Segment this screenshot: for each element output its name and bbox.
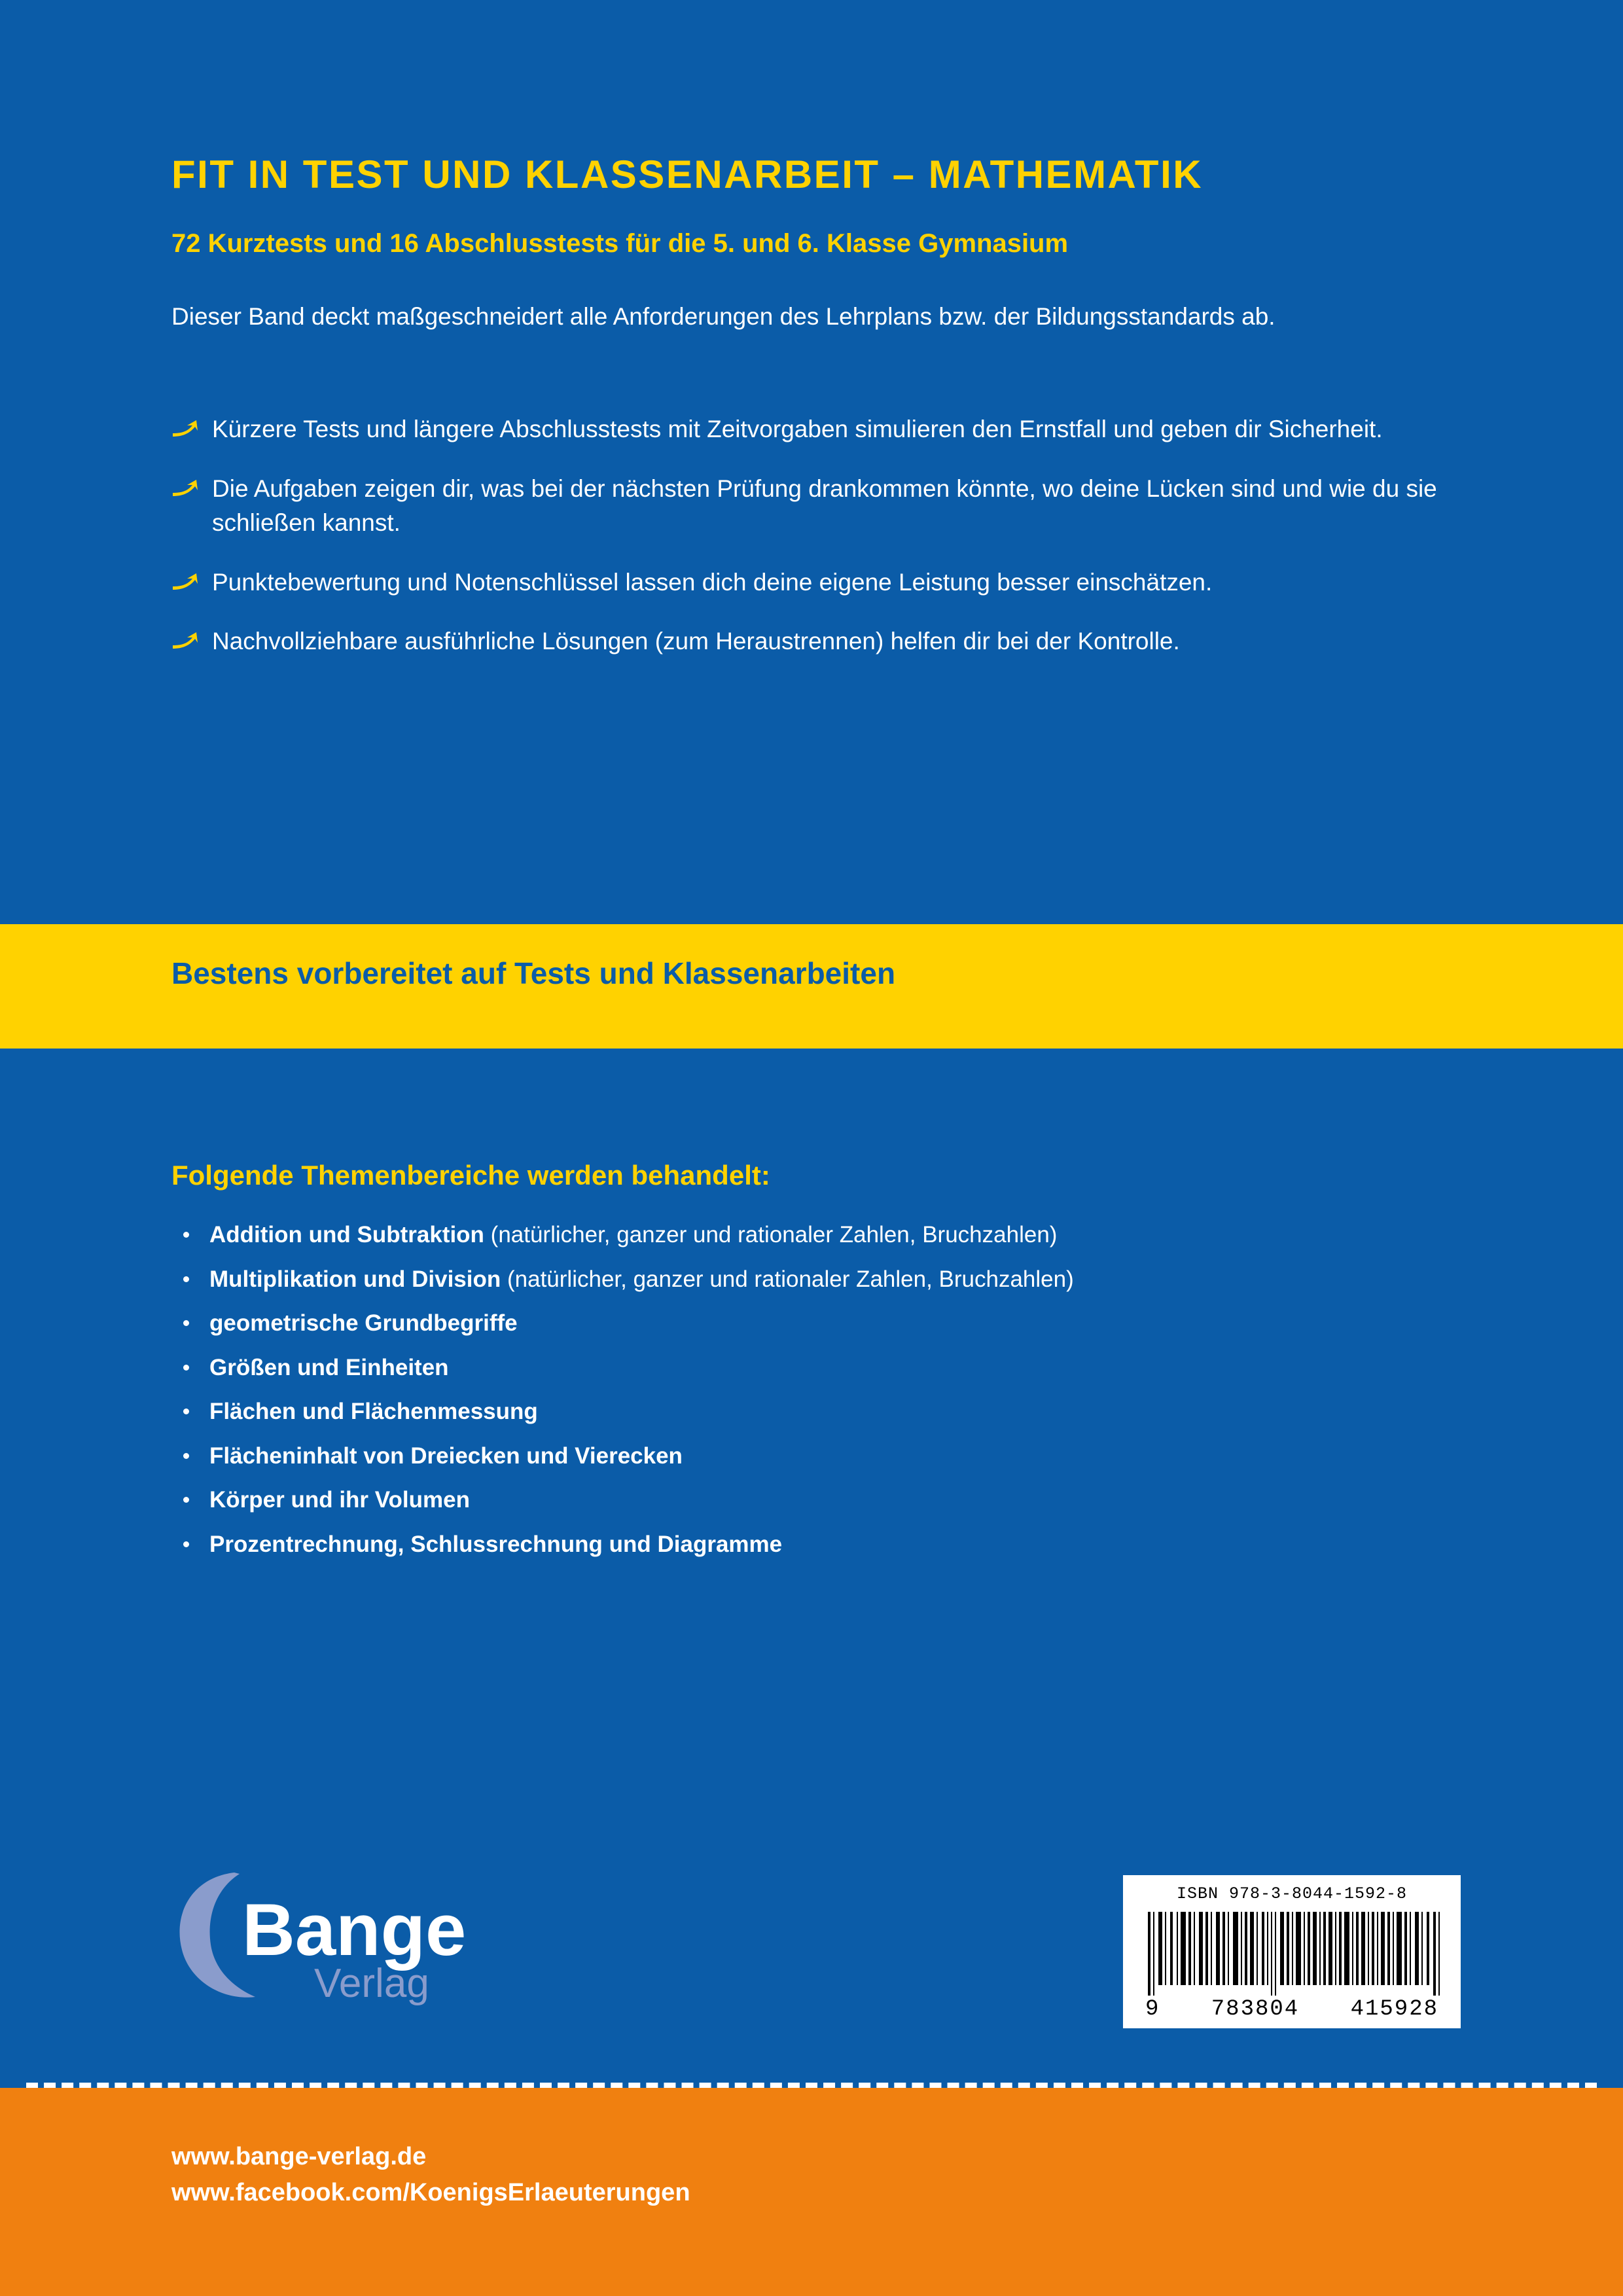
footer-links [171,2139,690,2211]
list-item [171,412,1505,447]
topic-label: Flächen und Flächenmessung [209,1399,538,1424]
barcode-digit-mid: 783804 [1211,1997,1300,2022]
lead-paragraph: Dieser Band deckt maßgeschneidert alle Anforderungen des Lehrplans bzw. der Bildungsstandards ab. [171,303,1275,330]
arrow-right-icon [171,416,200,442]
topic-detail: (natürlicher, ganzer und rationaler Zahlen, Bruchzahlen) [501,1266,1074,1292]
topic-label: geometrische Grundbegriffe [209,1310,518,1336]
list-item [171,565,1505,600]
footer-band [0,2088,1623,2296]
topic-detail: (natürlicher, ganzer und rationaler Zahlen, Bruchzahlen) [484,1222,1058,1247]
bullet-dot-icon [183,1276,189,1282]
isbn-barcode [1121,1873,1463,2030]
list-item-label: Punktebewertung und Notenschlüssel lassen dich deine eigene Leistung besser einschätzen. [212,568,1213,596]
bullet-dot-icon [183,1365,189,1371]
page-subtitle: 72 Kurztests und 16 Abschlusstests für die 5. und 6. Klasse Gymnasium [171,229,1069,258]
list-item [171,1353,1480,1383]
svg-text:Bange: Bange [242,1889,467,1971]
barcode-digits [1145,1997,1438,2022]
feature-list [171,412,1505,684]
list-item [171,1397,1480,1427]
barcode-digit-left: 9 [1145,1997,1160,2022]
publisher-logo [171,1862,512,2013]
list-item [171,1530,1480,1560]
topics-heading: Folgende Themenbereiche werden behandelt: [171,1160,770,1191]
topic-label: Addition und Subtraktion [209,1222,484,1247]
topic-label: Größen und Einheiten [209,1354,449,1380]
bullet-dot-icon [183,1497,189,1503]
arrow-right-icon [171,628,200,655]
topics-list [171,1220,1480,1573]
page-title: FIT IN TEST UND KLASSENARBEIT – MATHEMATIK [171,152,1204,196]
topic-label: Körper und ihr Volumen [209,1487,470,1513]
topic-label: Flächeninhalt von Dreiecken und Vierecken [209,1443,683,1469]
isbn-label: ISBN 978-3-8044-1592-8 [1176,1884,1408,1903]
arrow-right-icon [171,569,200,596]
barcode-digit-right: 415928 [1350,1997,1438,2022]
topic-label: Multiplikation und Division [209,1266,501,1292]
website-link[interactable]: www.bange-verlag.de [171,2143,427,2170]
highlight-banner [0,924,1623,1049]
list-item [171,472,1505,541]
list-item [171,1265,1480,1295]
list-item [171,624,1505,659]
highlight-banner-text: Bestens vorbereitet auf Tests und Klassenarbeiten [171,956,896,990]
bullet-dot-icon [183,1320,189,1326]
list-item [171,1441,1480,1471]
bullet-dot-icon [183,1453,189,1459]
list-item [171,1220,1480,1250]
list-item-label: Kürzere Tests und längere Abschlusstests mit Zeitvorgaben simulieren den Ernstfall und geben dir Sicherheit. [212,416,1383,442]
list-item [171,1485,1480,1515]
bullet-dot-icon [183,1541,189,1547]
topic-label: Prozentrechnung, Schlussrechnung und Diagramme [209,1531,783,1557]
bullet-dot-icon [183,1408,189,1414]
intro-section [0,0,1623,924]
barcode-bars [1148,1912,1440,1996]
svg-text:Verlag: Verlag [314,1961,429,2006]
list-item-label: Die Aufgaben zeigen dir, was bei der nächsten Prüfung drankommen könnte, wo deine Lücken sind und wie du sie schließen kannst. [212,475,1437,537]
list-item-label: Nachvollziehbare ausführliche Lösungen (zum Heraustrennen) helfen dir bei der Kontrolle. [212,628,1180,655]
list-item [171,1308,1480,1338]
facebook-link[interactable]: www.facebook.com/KoenigsErlaeuterungen [171,2179,690,2207]
arrow-right-icon [171,476,200,502]
bullet-dot-icon [183,1232,189,1238]
